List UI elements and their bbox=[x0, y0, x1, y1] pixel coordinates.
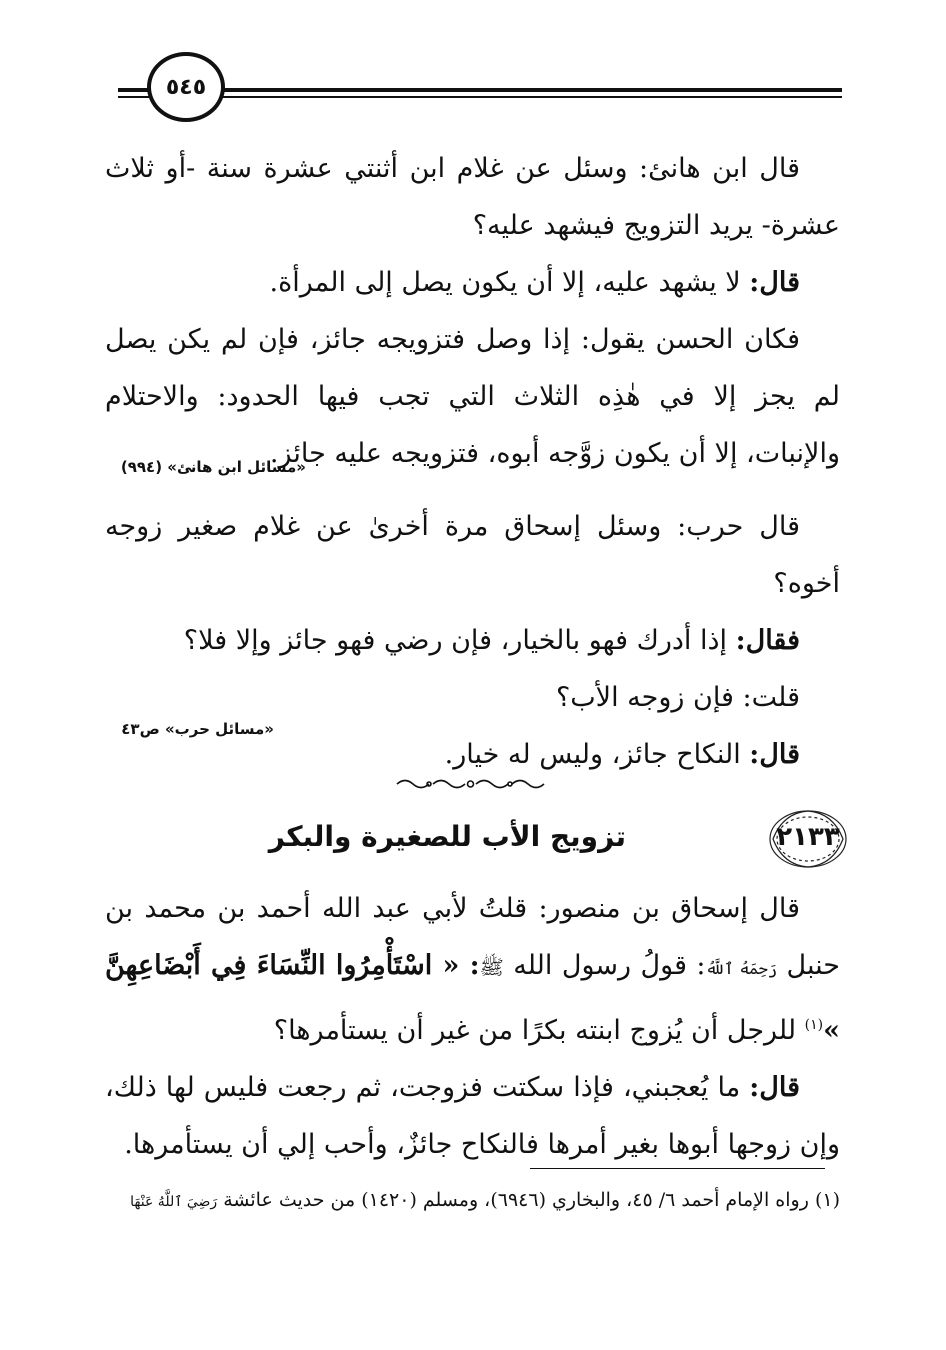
section-title: تزويج الأب للصغيرة والبكر bbox=[268, 820, 626, 853]
honorific: رَحِمَهُ ٱللَّهُ bbox=[705, 959, 778, 978]
paragraph: فكان الحسن يقول: إذا وصل فتزويجه جائز، فإن لم يكن يصل لم يجز إلا في هٰذِه الثلاث التي تجب فيها الحدود: والاحتلام والإنبات، إلا أن يكون زوَّجه أبوه، فتزويجه عليه جائز. bbox=[105, 324, 840, 469]
paragraph: قال ابن هانئ: وسئل عن غلام ابن أثنتي عشرة سنة -أو ثلاث عشرة- يريد التزويج فيشهد عليه؟ bbox=[105, 153, 840, 241]
paragraph bbox=[105, 612, 840, 669]
speaker-label: فقال: bbox=[735, 625, 800, 656]
footnote bbox=[108, 1180, 840, 1222]
entry-ishaq-ibn-mansur bbox=[105, 880, 840, 1173]
text-run: : قولُ رسول الله bbox=[503, 950, 706, 981]
text-run: قال إسحاق بن منصور: قلتُ لأبي عبد الله أحمد بن محمد بن حنبل bbox=[105, 893, 840, 981]
answer-text: إذا أدرك فهو بالخيار، فإن رضي فهو جائز وإلا فلا؟ bbox=[183, 625, 736, 656]
page-number-badge bbox=[147, 52, 225, 122]
source-citation: «مسائل ابن هانئ» (٩٩٤) bbox=[120, 458, 306, 476]
speaker-label: قال: bbox=[749, 1072, 800, 1103]
hadith-quote: : « اسْتَأْمِرُوا النِّسَاءَ فِي أَبْضَاعِهِنَّ » bbox=[105, 950, 840, 1046]
speaker-label: قال: bbox=[749, 739, 800, 770]
section-number-badge bbox=[767, 808, 849, 870]
footnote-reference[interactable]: (١) bbox=[804, 1017, 824, 1033]
paragraph bbox=[105, 880, 840, 1059]
entry-harb bbox=[105, 498, 840, 783]
answer-text: ما يُعجبني، فإذا سكتت فزوجت، ثم رجعت فليس لها ذلك، وإن زوجها أبوها بغير أمرها فالنكاح جائزٌ، وأحب إلي أن يستأمرها. bbox=[105, 1072, 840, 1160]
ornament-divider bbox=[393, 776, 548, 792]
honorific: رَضِيَ ٱللَّهُ عَنْهَا bbox=[130, 1194, 218, 1210]
page-number: ٥٤٥ bbox=[165, 74, 207, 100]
entry-ibn-hani bbox=[105, 140, 840, 482]
paragraph bbox=[105, 1059, 840, 1173]
answer-text: لا يشهد عليه، إلا أن يكون يصل إلى المرأة. bbox=[269, 267, 750, 298]
answer-text: النكاح جائز، وليس له خيار. bbox=[444, 739, 750, 770]
footnote-separator bbox=[530, 1168, 825, 1169]
footnote-text: رواه الإمام أحمد ٦/ ٤٥، والبخاري (٦٩٤٦)، ومسلم (١٤٢٠) من حديث عائشة bbox=[217, 1189, 815, 1211]
paragraph: قال حرب: وسئل إسحاق مرة أخرىٰ عن غلام صغير زوجه أخوه؟ bbox=[105, 511, 840, 599]
footnote-marker: (١) bbox=[814, 1189, 840, 1211]
section-number: ٢١٣٣ bbox=[776, 822, 840, 852]
paragraph: قلت: فإن زوجه الأب؟ bbox=[555, 682, 800, 713]
header-rule-thin bbox=[118, 96, 842, 98]
speaker-label: قال: bbox=[749, 267, 800, 298]
salutation-symbol: ﷺ bbox=[479, 955, 504, 979]
paragraph bbox=[105, 254, 840, 311]
source-citation: «مسائل حرب» ص٤٣ bbox=[121, 720, 274, 738]
header-rule-thick bbox=[118, 88, 842, 92]
text-run: للرجل أن يُزوج ابنته بكرًا من غير أن يستأمرها؟ bbox=[273, 1015, 805, 1046]
